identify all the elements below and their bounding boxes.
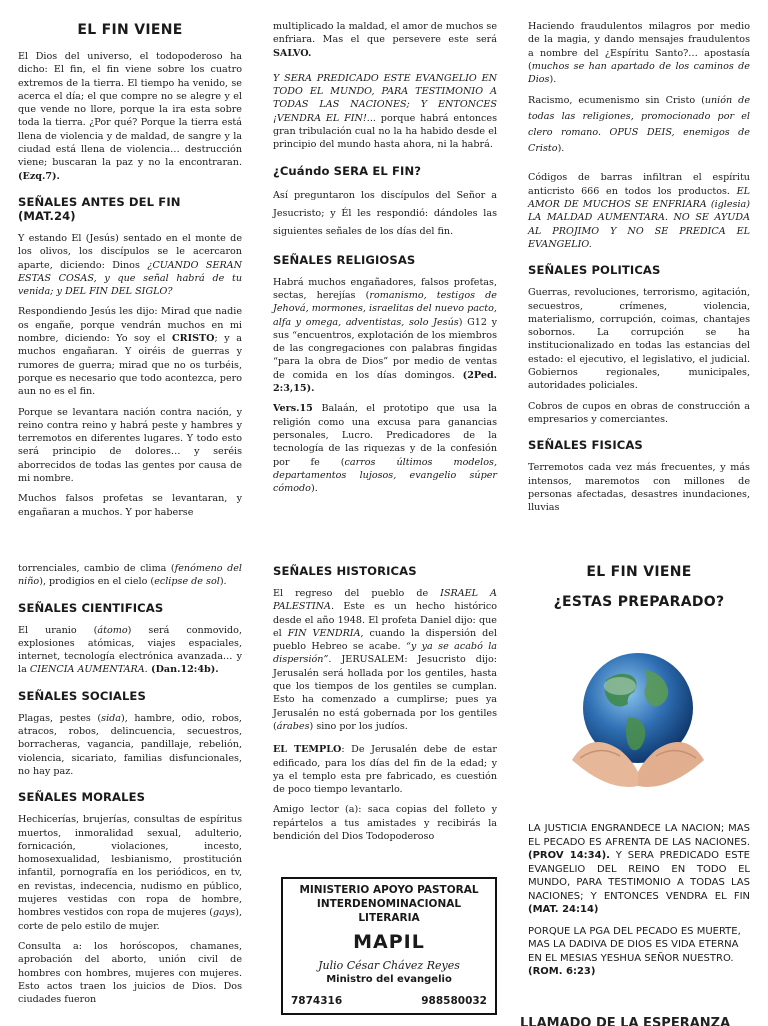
cientificas-paragraph: El uranio (átomo) será conmovido, explosiones atómicas, viajes espaciales, internet, tecnología electrónica avanzada… y la CIENCIA AUMENTARA. (Dan.12:4b). [18, 624, 242, 676]
heading-morales: SEÑALES MORALES [18, 790, 146, 805]
phone-numbers [291, 995, 487, 1007]
heading-religiosas: SEÑALES RELIGIOSAS [273, 252, 416, 267]
heading-politicas: SEÑALES POLITICAS [528, 263, 661, 278]
cuando-paragraph: Así preguntaron los discípulos del Señor a Jesucristo; y Él les respondió: dándoles las siguientes señales de los días del fin. [273, 189, 497, 237]
continuation-paragraph: multiplicado la maldad, el amor de muchos se enfriara. Mas el que persevere este será SALVO. [273, 21, 497, 59]
morales-paragraph: Hechicerías, brujerías, consultas de espíritus muertos, inmoralidad sexual, adulterio, fornicación, violaciones, incesto, homosexualidad, lesbianismo, prostitución infantil, pornografía en los periódicos, en tv, en revistas, indecencia, nudismo en público, mujeres vestidas con ropa de hombre, hombres vestidos con ropa de mujeres (gays), corte de pelo estilo de mujer. [18, 814, 242, 932]
heading-cientificas: SEÑALES CIENTIFICAS [18, 600, 164, 615]
fraude-paragraph: Haciendo fraudulentos milagros por medio de la magia, y dando mensajes fraudulentos a nombre del ¿Espíritu Santo?… apostasía (muchos se han apartado de los caminos de Dios). [528, 21, 750, 86]
phone-2: 988580032 [421, 995, 487, 1007]
nacion-paragraph: Porque se levantara nación contra nación, y reino contra reino y habrá peste y hambres y terremotos en diferentes lugares. Y todo esto será principio de dolores… y seréis aborrecidos de todas las gentes por causa de mi nombre. [18, 406, 242, 485]
cover-title: EL FIN VIENE [77, 22, 183, 38]
intro-paragraph: El Dios del universo, el todopoderoso ha dicho: El fin, el fin viene sobre los cuatro extremos de la tierra. El tiempo ha venido, se acerca el día; el que compre no se alegre y el que vende no llore, porque la ira esta sobre toda la tierra. ¿Por qué? Porque la tierra está llena de violencia y de maldad, de sangre y la ciudad está llena de violencia… destrucción viene; buscaran la paz y no la encontraran. (Ezq.7). [18, 51, 242, 182]
heading-historicas: SEÑALES HISTORICAS [273, 564, 417, 578]
panel-bottom-left [18, 562, 242, 1022]
codigos-paragraph: Códigos de barras infiltran el espíritu anticristo 666 en todos los productos. EL AMOR DE MUCHOS SE ENFRIARA (iglesia) LA MALDAD AUMENTARA. NO SE AYUDA AL PROJIMO Y NO SE PREDICA EL EVANGELIO. [528, 172, 750, 250]
panel-bottom-middle [273, 562, 497, 850]
antes-paragraph: Y estando El (Jesús) sentado en el monte de los olivos, los discípulos se le acercaron aparte, diciendo: Dinos ¿CUANDO SERAN ESTAS COSAS, y que señal habrá de tu venida; y DEL FIN DEL SIGLO? [18, 232, 242, 298]
ministry-name: MINISTERIO APOYO PASTORAL INTERDENOMINACIONAL LITERARIA [299, 884, 479, 924]
falsos-profetas-paragraph: Muchos falsos profetas se levantaran, y engañaran a muchos. Y por haberse [18, 493, 242, 518]
paga-paragraph: PORQUE LA PGA DEL PECADO ES MUERTE, MAS LA DADIVA DE DIOS ES VIDA ETERNA EN EL MESIAS YESHUA SEÑOR NUESTRO. (ROM. 6:23) [528, 925, 741, 977]
consulta-paragraph: Consulta a: los horóscopos, chamanes, aprobación del aborto, unión civil de hombres con hombres, mujeres con mujeres. Esto actos traen los juicios de Dios. Dos ciudades fueron [18, 940, 242, 1006]
amigo-lector-paragraph: Amigo lector (a): saca copias del folleto y repártelos a tus amistades y recibirás la bendición del Dios Todopoderoso [273, 804, 497, 843]
minister-signature: Julio César Chávez Reyes [318, 959, 460, 972]
minister-role: Ministro del evangelio [326, 974, 452, 985]
historicas-paragraph: El regreso del pueblo de ISRAEL A PALESTINA. Este es un hecho histórico desde el año 1948. El profeta Daniel dijo: que el FIN VENDRIA, cuando la dispersión del pueblo Hebreo se acabe. “y ya se acabó la dispersión”. JERUSALEM: Jesucristo dijo: Jerusalén será hollada por los gentiles, hasta que los tiempos de los gentiles se cumplan. Esto ha comenzado a cumplirse; pues ya Jerusalén no está gobernada por los gentiles (árabes) sino por los judíos. [273, 588, 497, 732]
heading-sociales: SEÑALES SOCIALES [18, 688, 146, 703]
ministry-contact-box [281, 877, 497, 1015]
racismo-paragraph: Racismo, ecumenismo sin Cristo (unión de todas las religiones, promocionado por el clero romano. OPUS DEIS, enemigos de Cristo). [528, 95, 750, 155]
panel-top-right [528, 20, 750, 521]
balaan-paragraph: Vers.15 Balaán, el prototipo que usa la religión como una excusa para ganancias personales, Lucro. Predicadores de la tecnología de las riquezas y de la confesión por fe (carros últimos modelos, departamentos lujosos, evangelio súper cómodo). [273, 403, 497, 495]
phone-1: 7874316 [291, 995, 343, 1007]
ministry-acronym: MAPIL [353, 931, 425, 953]
politicas-paragraph: Guerras, revoluciones, terrorismo, agitación, secuestros, crímenes, violencia, materialismo, corrupción, coimas, chantajes sobornos. La corrupción se ha institucionalizado en todas las estancias del estado: el ejecutivo, el legislativo, el judicial. Gobiernos regionales, municipales, autoridades policiales. [528, 287, 750, 392]
religiosas-paragraph: Habrá muchos engañadores, falsos profetas, sectas, herejías (romanismo, testigos de Jehová, mormones, israelitas del nuevo pacto, alfa y omega, adventistas, solo Jesús) G12 y sus “encuentros, explotación de los miembros de las congregaciones con palabras fingidas “para la obra de Dios” por medio de ventas de comida en los días domingos. (2Ped. 2:3,15). [273, 276, 497, 395]
heading-cuando: ¿Cuándo SERA EL FIN? [273, 163, 422, 178]
fisicas-paragraph: Terremotos cada vez más frecuentes, y más intensos, maremotos con millones de personas afectadas, desastres inundaciones, lluvias [528, 462, 750, 514]
templo-paragraph: EL TEMPLO: De Jerusalén debe de estar edificado, para los días del fin de la edad; y ya el templo esta pre fabricado, es cuestión de poco tiempo levantarlo. [273, 744, 497, 796]
back-cover-question: ¿ESTAS PREPARADO? [553, 594, 725, 610]
panel-bottom-right [528, 562, 750, 622]
panel-top-left [18, 20, 242, 526]
justicia-paragraph: LA JUSTICIA ENGRANDECE LA NACION; MAS EL PECADO ES AFRENTA DE LAS NACIONES. (PROV 14:34). Y SERA PREDICADO ESTE EVANGELIO DEL REINO EN TODO EL MUNDO, PARA TESTIMONIO A TODAS LAS NACIONES; Y ENTONCES VENDRA EL FIN (MAT. 24:14) [528, 823, 750, 915]
heading-fisicas: SEÑALES FISICAS [528, 438, 643, 453]
cobros-paragraph: Cobros de cupos en obras de construcción a empresarios y comerciantes. [528, 400, 750, 425]
respuesta-paragraph: Respondiendo Jesús les dijo: Mirad que nadie os engañe, porque vendrán muchos en mi nombre, diciendo: Yo soy el CRISTO; y a muchos engañaran. Y oiréis de guerras y rumores de guerra; mirad que no os turbéis, porque es necesario que todo acontezca, pero aun no es el fin. [18, 306, 242, 398]
predicado-paragraph: Y SERA PREDICADO ESTE EVANGELIO EN TODO EL MUNDO, PARA TESTIMONIO A TODAS LAS NACIONES; Y ENTONCES ¡VENDRA EL FIN!... porque habrá entonces gran tribulación cual no la ha habido desde el principio del mundo hasta ahora, ni la habrá. [273, 72, 497, 151]
cut-off-footer-heading: LLAMADO DE LA ESPERANZA [520, 1016, 731, 1026]
earth-in-hands-icon [558, 640, 718, 800]
torrenciales-paragraph: torrenciales, cambio de clima (fenómeno del niño), prodigios en el cielo (eclipse de sol). [18, 563, 242, 588]
heading-senales-antes: SEÑALES ANTES DEL FIN (MAT.24) [18, 194, 181, 223]
back-cover-title: EL FIN VIENE [586, 564, 692, 580]
panel-bottom-right-text [528, 822, 750, 987]
panel-top-middle [273, 20, 497, 502]
sociales-paragraph: Plagas, pestes (sida), hambre, odio, robos, atracos, robos, delincuencia, secuestros, borracheras, vagancia, pandillaje, rebelión, violencia, sicariato, familias disfuncionales, no hay paz. [18, 712, 242, 777]
